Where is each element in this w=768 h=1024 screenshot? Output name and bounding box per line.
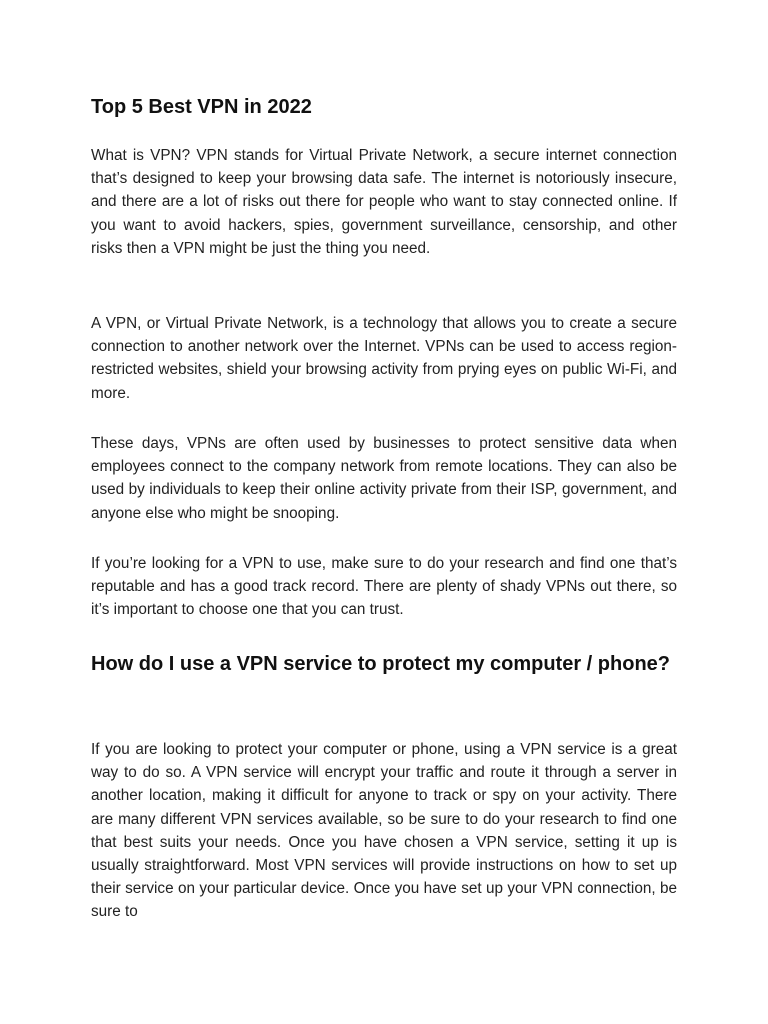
paragraph-what-is-vpn: What is VPN? VPN stands for Virtual Private Network, a secure internet connection that’s designed to keep your browsing data safe. The internet is notoriously insecure, and there are a lot of risks out there for people who want to stay connected online. If you want to avoid hackers, spies, government surveillance, censorship, and other risks then a VPN might be just the thing you need. (91, 147, 677, 257)
paragraph-how-to-use: If you are looking to protect your computer or phone, using a VPN service is a great way to do so. A VPN service will encrypt your traffic and route it through a server in another location, making it difficult for anyone to track or spy on your activity. There are many different VPN services available, so be sure to do your research to find one that best suits your needs. Once you have chosen a VPN service, setting it up is usually straightforward. Most VPN services will provide instructions on how to set up their service on your particular device. Once you have set up your VPN connection, be sure to (91, 741, 677, 921)
document-title: Top 5 Best VPN in 2022 (91, 96, 312, 118)
paragraph-choosing-vpn: If you’re looking for a VPN to use, make sure to do your research and find one that’s reputable and has a good track record. There are plenty of shady VPNs out there, so it’s important to choose one that you can trust. (91, 555, 677, 619)
paragraph-business-use: These days, VPNs are often used by businesses to protect sensitive data when employees connect to the company network from remote locations. They can also be used by individuals to keep their online activity private from their ISP, government, and anyone else who might be snooping. (91, 435, 677, 522)
section-heading: How do I use a VPN service to protect my computer / phone? (91, 653, 671, 675)
paragraph-vpn-definition: A VPN, or Virtual Private Network, is a technology that allows you to create a secure connection to another network over the Internet. VPNs can be used to access region-restricted websites, shield your browsing activity from prying eyes on public Wi-Fi, and more. (91, 315, 677, 402)
